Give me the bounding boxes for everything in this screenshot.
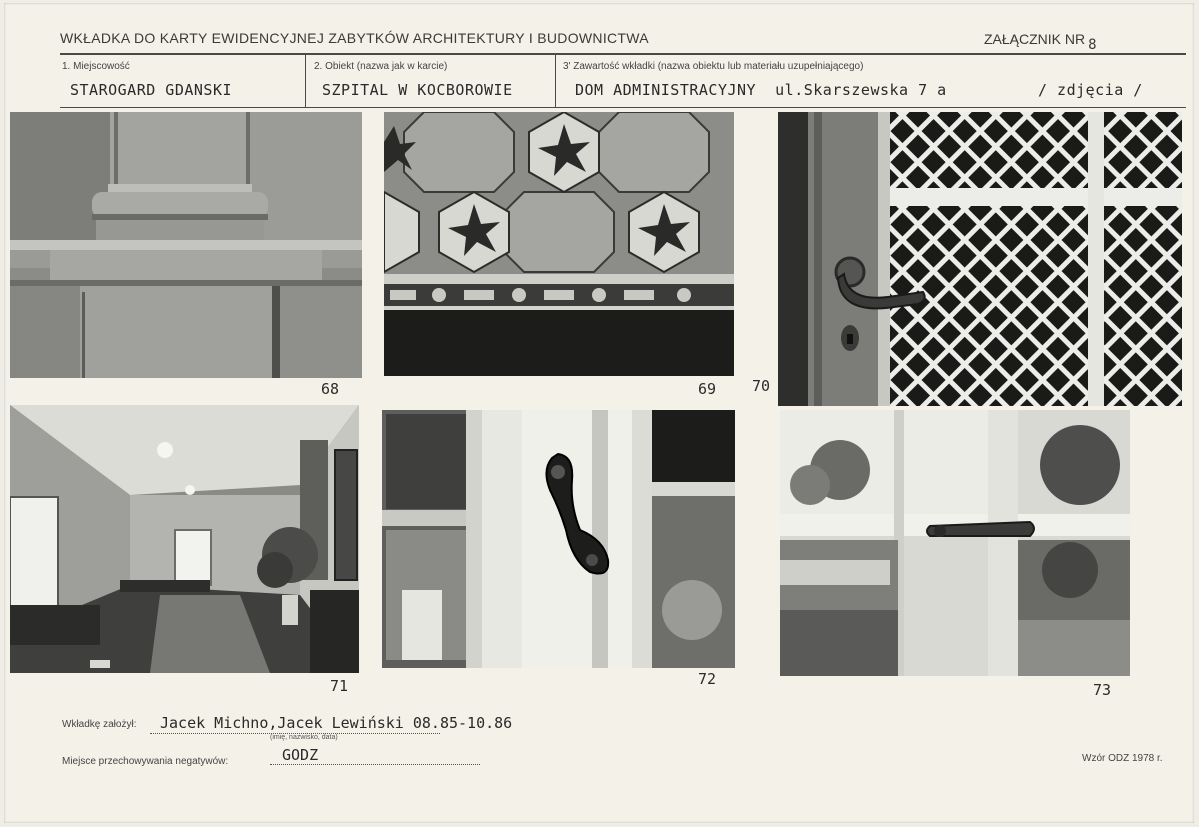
photo-71-corridor [10,405,359,673]
photo-68-pilaster [10,112,362,378]
form-version: Wzór ODZ 1978 r. [1082,753,1163,764]
header-rule-bottom [60,107,1186,108]
field-value-object: SZPITAL W KOCBOROWIE [322,81,513,99]
photo-number-70: 70 [752,377,771,395]
annex-label [984,31,1097,53]
field-label-object: 2. Obiekt (nazwa jak w karcie) [314,61,448,72]
negatives-storage-line [270,764,480,765]
photo-72-window-handle [382,410,735,668]
annex-label-text: ZAŁĄCZNIK NR [984,31,1086,47]
field-divider-2 [555,55,556,107]
field-label-contents: 3' Zawartość wkładki (nazwa obiektu lub materiału uzupełniającego) [563,61,864,72]
field-value-contents-extra: / zdjęcia / [1038,81,1143,99]
header-rule-top [60,53,1186,55]
compiled-by-label: Wkładkę założył: [62,719,137,730]
negatives-storage-value: GODZ [282,746,319,764]
photo-number-72: 72 [698,670,717,688]
photo-69-tile-floor [384,112,734,376]
photo-73-window-espagnolette [780,410,1130,676]
field-divider-1 [305,55,306,107]
compiled-by-note: (imię, nazwisko, data) [270,734,338,741]
negatives-storage-label: Miejsce przechowywania negatywów: [62,756,229,767]
compiled-by-value: Jacek Michno,Jacek Lewiński 08.85-10.86 [160,714,513,732]
field-value-contents: DOM ADMINISTRACYJNY ul.Skarszewska 7 a [575,81,947,99]
field-label-locality: 1. Miejscowość [62,61,130,72]
field-value-locality: STAROGARD GDANSKI [70,81,233,99]
annex-number: 8 [1088,37,1097,53]
photo-number-73: 73 [1093,681,1112,699]
photo-number-71: 71 [330,677,349,695]
photo-number-69: 69 [698,380,717,398]
card-title: WKŁADKA DO KARTY EWIDENCYJNEJ ZABYTKÓW ARCHITEKTURY I BUDOWNICTWA [60,30,649,46]
photo-number-68: 68 [321,380,340,398]
photo-70-door-lattice [778,112,1182,406]
